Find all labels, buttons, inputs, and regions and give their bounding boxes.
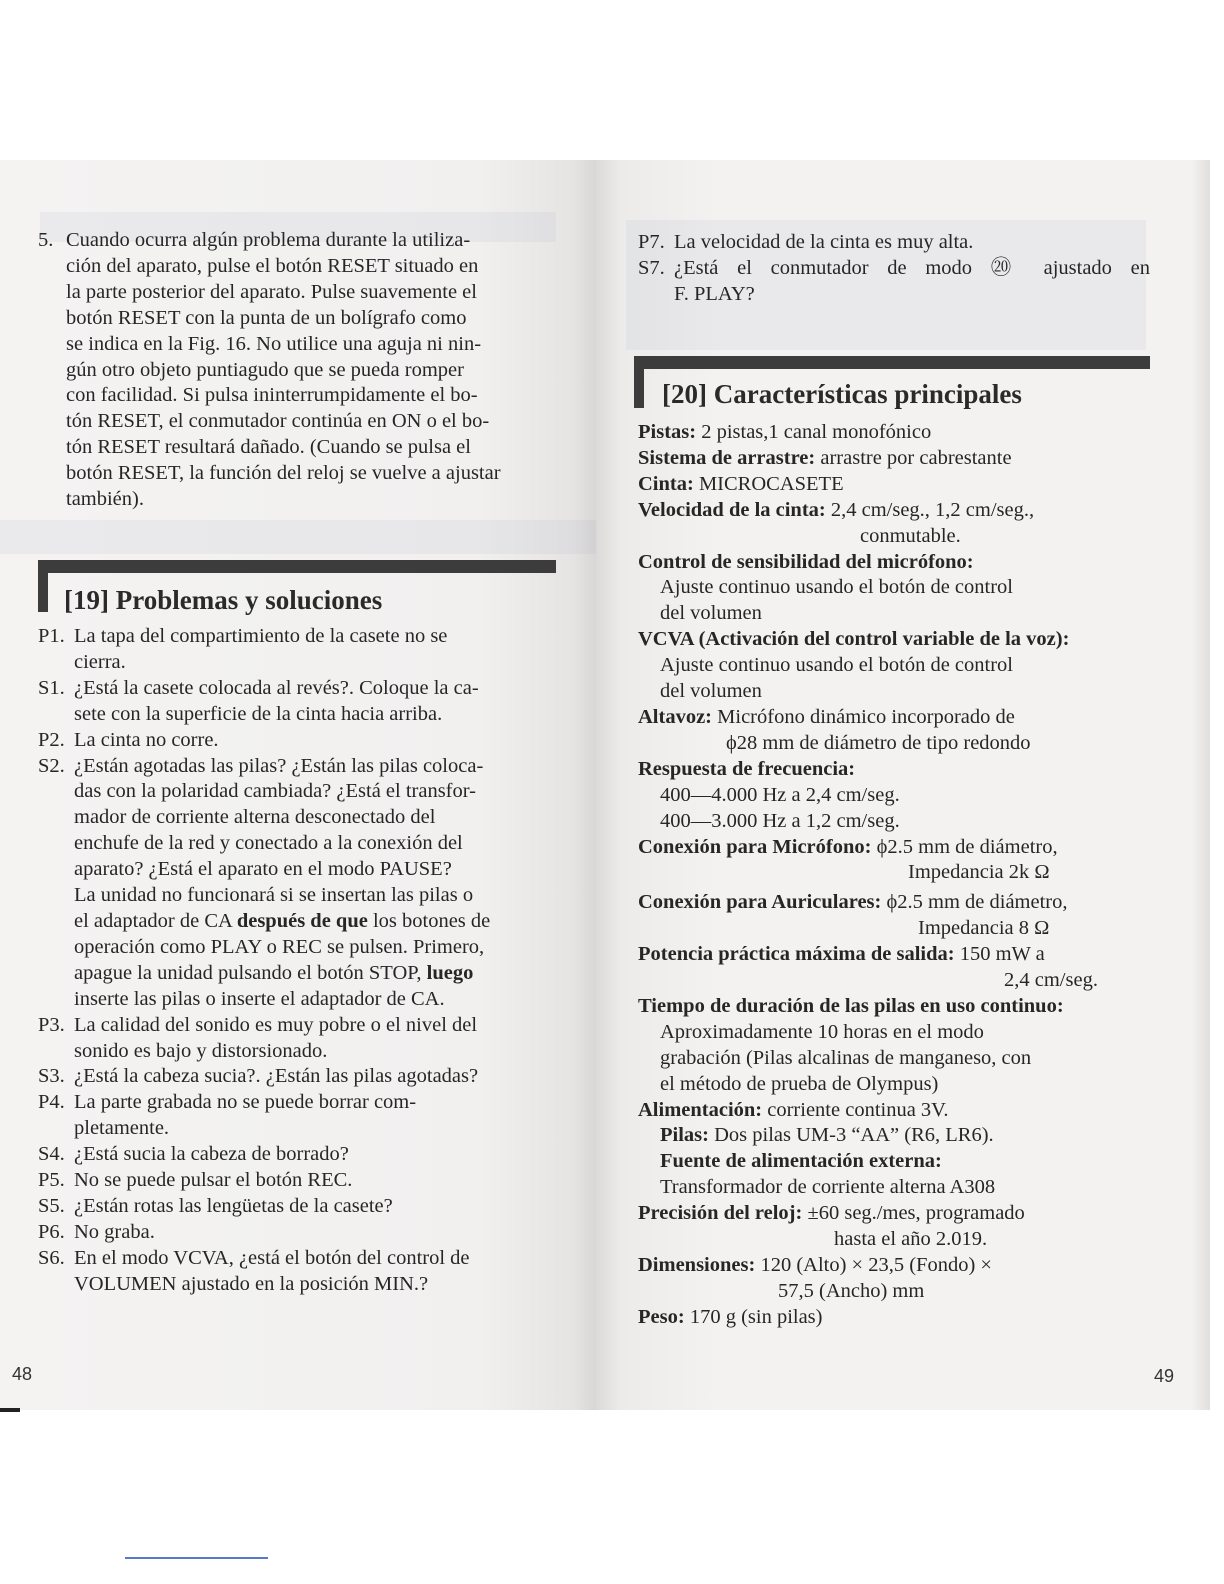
solution-s6 bbox=[38, 1246, 556, 1298]
spec-label: Dimensiones: bbox=[638, 1254, 756, 1276]
item-text bbox=[74, 1246, 556, 1298]
solution-s5 bbox=[38, 1194, 556, 1220]
item-text: La velocidad de la cinta es muy alta. bbox=[674, 231, 974, 253]
text-line: F. PLAY? bbox=[674, 282, 755, 305]
text-line: aparato? ¿Está el aparato en el modo PAUSE? bbox=[74, 858, 452, 881]
spec-value: 170 g (sin pilas) bbox=[684, 1305, 823, 1328]
text-run: los botones de bbox=[367, 909, 491, 932]
item-label: P4. bbox=[38, 1091, 65, 1114]
text-line: En el modo VCVA, ¿está el botón del control de bbox=[74, 1246, 470, 1269]
text-line: botón RESET con la punta de un bolígrafo como bbox=[66, 306, 467, 329]
item-text bbox=[74, 624, 556, 676]
item-text bbox=[74, 1220, 556, 1246]
text-line: ¿Está sucia la cabeza de borrado? bbox=[74, 1143, 349, 1166]
problem-p4 bbox=[38, 1090, 556, 1142]
problem-p6 bbox=[38, 1220, 556, 1246]
item-label: S4. bbox=[38, 1143, 65, 1166]
page-number-right: 49 bbox=[1154, 1366, 1175, 1386]
spec-label: Altavoz: bbox=[638, 705, 713, 728]
text-line: pletamente. bbox=[74, 1117, 170, 1140]
text-line: ¿Está el conmutador de modo ⑳ ajustado en bbox=[674, 256, 1150, 279]
spec-value: ±60 seg./mes, programado bbox=[802, 1202, 1025, 1225]
spec-dimensiones bbox=[638, 1253, 1150, 1279]
text-line: La unidad no funcionará si se insertan las pilas o bbox=[74, 884, 474, 907]
text-line: La cinta no corre. bbox=[74, 728, 219, 751]
reset-instructions bbox=[38, 228, 556, 513]
item-text bbox=[74, 1090, 556, 1142]
spec-tiempo-label bbox=[638, 994, 1150, 1020]
specifications-list bbox=[638, 420, 1150, 1331]
section-19-title: [19] Problemas y soluciones bbox=[64, 585, 383, 615]
text-line: enchufe de la red y conectado a la conexión del bbox=[74, 832, 463, 855]
spec-label: Conexión para Auriculares: bbox=[638, 891, 882, 914]
spec-tiempo-value: el método de prueba de Olympus) bbox=[660, 1072, 939, 1095]
spec-label: Cinta: bbox=[638, 472, 694, 495]
spec-vcva-label bbox=[638, 627, 1150, 653]
spec-fuente-value: Transformador de corriente alterna A308 bbox=[660, 1176, 996, 1199]
text-line: la parte posterior del aparato. Pulse suavemente el bbox=[66, 280, 477, 303]
text-line: tón RESET, el conmutador continúa en ON o el bo- bbox=[66, 410, 490, 433]
spec-tiempo-value: Aproximadamente 10 horas en el modo bbox=[660, 1020, 984, 1043]
problem-p5 bbox=[38, 1168, 556, 1194]
text-line: gún otro objeto puntiagudo que se pueda romper bbox=[66, 358, 464, 381]
spec-respuesta-value: 400—4.000 Hz a 2,4 cm/seg. bbox=[660, 783, 900, 806]
text-line: tón RESET resultará dañado. (Cuando se pulsa el bbox=[66, 436, 471, 459]
problem-p7 bbox=[638, 230, 1150, 256]
text-line: operación como PLAY o REC se pulsen. Primero, bbox=[74, 935, 485, 958]
spec-conexion-microfono bbox=[638, 835, 1150, 861]
page-number-left: 48 bbox=[12, 1364, 33, 1384]
text-line: No se puede pulsar el botón REC. bbox=[74, 1169, 353, 1192]
spec-control-value: del volumen bbox=[660, 602, 762, 625]
spec-label: Fuente de alimentación externa: bbox=[660, 1150, 942, 1173]
bold-run: después de que bbox=[236, 909, 368, 932]
spec-label: Peso: bbox=[638, 1305, 685, 1328]
spec-label: Pilas: bbox=[660, 1124, 709, 1147]
troubleshooting-list bbox=[38, 624, 556, 1298]
spec-value: arrastre por cabrestante bbox=[815, 446, 1012, 469]
item-text bbox=[66, 228, 556, 513]
spec-sistema bbox=[638, 446, 1150, 472]
item-label: S1. bbox=[38, 676, 65, 699]
item-label: S2. bbox=[38, 754, 65, 777]
item-label: P1. bbox=[38, 625, 65, 647]
problem-p3 bbox=[38, 1013, 556, 1065]
spec-label: Sistema de arrastre: bbox=[638, 446, 816, 469]
item-text bbox=[74, 676, 556, 728]
text-line: se indica en la Fig. 16. No utilice una aguja ni nin- bbox=[66, 332, 482, 355]
item-label: S5. bbox=[38, 1194, 65, 1217]
bold-run: luego bbox=[426, 961, 474, 984]
item-label: P5. bbox=[38, 1169, 65, 1192]
text-line: ¿Está la casete colocada al revés?. Coloque la ca- bbox=[74, 676, 479, 699]
text-line: con facilidad. Si pulsa ininterrumpidamente el bo- bbox=[66, 384, 478, 407]
spec-value: ϕ2.5 mm de diámetro, bbox=[881, 891, 1068, 914]
spec-value: ϕ2.5 mm de diámetro, bbox=[871, 835, 1058, 858]
spec-value: 120 (Alto) × 23,5 (Fondo) × bbox=[755, 1254, 992, 1276]
text-line: Cuando ocurra algún problema durante la utiliza- bbox=[66, 229, 471, 251]
text-line: inserte las pilas o inserte el adaptador de CA. bbox=[74, 987, 445, 1010]
bleed-through-band bbox=[0, 520, 596, 554]
spec-label: VCVA (Activación del control variable de la voz): bbox=[638, 628, 1070, 651]
text-line: La tapa del compartimiento de la casete no se bbox=[74, 625, 448, 647]
text-line: sete con la superficie de la cinta hacia arriba. bbox=[74, 702, 443, 725]
item-label: P6. bbox=[38, 1220, 65, 1243]
item-label: 5. bbox=[38, 229, 54, 251]
item-text bbox=[74, 728, 556, 754]
spec-label: Precisión del reloj: bbox=[638, 1202, 803, 1225]
right-page bbox=[596, 160, 1210, 1410]
text-line: mador de corriente alterna desconectado del bbox=[74, 806, 436, 829]
item-text bbox=[74, 1013, 556, 1065]
spec-vcva-value: del volumen bbox=[660, 680, 762, 703]
spec-value: MICROCASETE bbox=[693, 472, 844, 495]
left-page bbox=[0, 160, 596, 1410]
spec-conexion-auriculares-cont: Impedancia 8 Ω bbox=[918, 917, 1050, 940]
text-line: también). bbox=[66, 488, 144, 511]
text-line: ¿Están agotadas las pilas? ¿Están las pilas coloca- bbox=[74, 754, 484, 777]
item-label: P3. bbox=[38, 1013, 65, 1036]
solution-s1 bbox=[38, 676, 556, 728]
spec-label: Respuesta de frecuencia: bbox=[638, 757, 856, 780]
text-line: La calidad del sonido es muy pobre o el nivel del bbox=[74, 1013, 478, 1036]
spec-value: 2 pistas,1 canal monofónico bbox=[696, 421, 932, 443]
item-label: S3. bbox=[38, 1065, 65, 1088]
spec-respuesta-label bbox=[638, 757, 1150, 783]
text-line: La parte grabada no se puede borrar com- bbox=[74, 1091, 417, 1114]
text-run: el adaptador de CA bbox=[74, 909, 237, 932]
problem-p2 bbox=[38, 728, 556, 754]
text-line bbox=[74, 909, 556, 935]
spec-cinta bbox=[638, 472, 1150, 498]
spec-value: Micrófono dinámico incorporado de bbox=[712, 705, 1015, 728]
spec-respuesta-value: 400—3.000 Hz a 1,2 cm/seg. bbox=[660, 809, 900, 832]
spec-label: Pistas: bbox=[638, 421, 697, 443]
spec-label: Velocidad de la cinta: bbox=[638, 498, 826, 521]
section-19-bar bbox=[38, 560, 556, 573]
spec-label: Alimentación: bbox=[638, 1098, 763, 1121]
spec-conexion-microfono-cont: Impedancia 2k Ω bbox=[908, 861, 1050, 884]
spec-control-value: Ajuste continuo usando el botón de control bbox=[660, 576, 1013, 599]
item-text bbox=[74, 754, 556, 1013]
text-line bbox=[74, 961, 556, 987]
spec-peso bbox=[638, 1305, 1150, 1331]
spec-altavoz-cont: ϕ28 mm de diámetro de tipo redondo bbox=[726, 731, 1031, 754]
spec-precision-cont: hasta el año 2.019. bbox=[834, 1228, 988, 1251]
spec-control-label bbox=[638, 550, 1150, 576]
text-line: ¿Están rotas las lengüetas de la casete? bbox=[74, 1194, 393, 1217]
item-label: S7. bbox=[638, 256, 665, 279]
text-line: ción del aparato, pulse el botón RESET situado en bbox=[66, 254, 479, 277]
spec-value: 2,4 cm/seg., 1,2 cm/seg., bbox=[825, 498, 1035, 521]
spec-altavoz bbox=[638, 705, 1150, 731]
item-text bbox=[74, 1142, 556, 1168]
spec-potencia-cont: 2,4 cm/seg. bbox=[1004, 969, 1098, 992]
item-text bbox=[74, 1168, 556, 1194]
solution-s4 bbox=[38, 1142, 556, 1168]
problem-p1 bbox=[38, 624, 556, 676]
scan-edge-mark bbox=[0, 1408, 20, 1412]
item-text bbox=[74, 1194, 556, 1220]
spec-fuente-label bbox=[638, 1149, 1150, 1175]
spec-value: Dos pilas UM-3 “AA” (R6, LR6). bbox=[708, 1124, 994, 1147]
spec-label: Conexión para Micrófono: bbox=[638, 835, 872, 858]
solution-s7 bbox=[638, 256, 1150, 308]
spec-conexion-auriculares bbox=[638, 890, 1150, 916]
text-line: VOLUMEN ajustado en la posición MIN.? bbox=[74, 1272, 429, 1295]
item-text bbox=[74, 1064, 556, 1090]
solution-s2 bbox=[38, 754, 556, 1013]
spec-alimentacion bbox=[638, 1098, 1150, 1124]
spec-pilas bbox=[638, 1123, 1150, 1149]
spec-label: Potencia práctica máxima de salida: bbox=[638, 943, 955, 966]
spec-label: Tiempo de duración de las pilas en uso continuo: bbox=[638, 994, 1064, 1017]
item-text bbox=[674, 256, 1150, 308]
section-20-bar bbox=[634, 356, 1150, 369]
spec-value: 150 mW a bbox=[954, 943, 1045, 966]
list-item-5 bbox=[38, 228, 556, 513]
text-run: apague la unidad pulsando el botón STOP, bbox=[74, 961, 427, 984]
text-line: No graba. bbox=[74, 1220, 155, 1243]
text-line: das con la polaridad cambiada? ¿Está el transfor- bbox=[74, 780, 477, 803]
spec-dimensiones-cont: 57,5 (Ancho) mm bbox=[778, 1279, 925, 1302]
spec-velocidad bbox=[638, 498, 1150, 524]
text-line: cierra. bbox=[74, 650, 126, 673]
item-label: P7. bbox=[638, 231, 665, 253]
spec-potencia bbox=[638, 942, 1150, 968]
spec-precision bbox=[638, 1201, 1150, 1227]
spec-value: corriente continua 3V. bbox=[762, 1098, 949, 1121]
problem-7-block bbox=[638, 230, 1150, 308]
spec-tiempo-value: grabación (Pilas alcalinas de manganeso, con bbox=[660, 1046, 1032, 1069]
book-spread bbox=[0, 160, 1210, 1410]
item-label: P2. bbox=[38, 728, 65, 751]
scan-artifact-line bbox=[125, 1557, 268, 1559]
spec-pistas bbox=[638, 420, 1150, 446]
section-20-title: [20] Características principales bbox=[662, 379, 1022, 409]
spec-vcva-value: Ajuste continuo usando el botón de control bbox=[660, 654, 1013, 677]
text-line: sonido es bajo y distorsionado. bbox=[74, 1039, 328, 1062]
text-line: ¿Está la cabeza sucia?. ¿Están las pilas agotadas? bbox=[74, 1065, 479, 1088]
solution-s3 bbox=[38, 1064, 556, 1090]
spec-velocidad-cont: conmutable. bbox=[860, 524, 961, 547]
spec-label: Control de sensibilidad del micrófono: bbox=[638, 550, 974, 573]
text-line: botón RESET, la función del reloj se vuelve a ajustar bbox=[66, 462, 501, 485]
item-label: S6. bbox=[38, 1246, 65, 1269]
